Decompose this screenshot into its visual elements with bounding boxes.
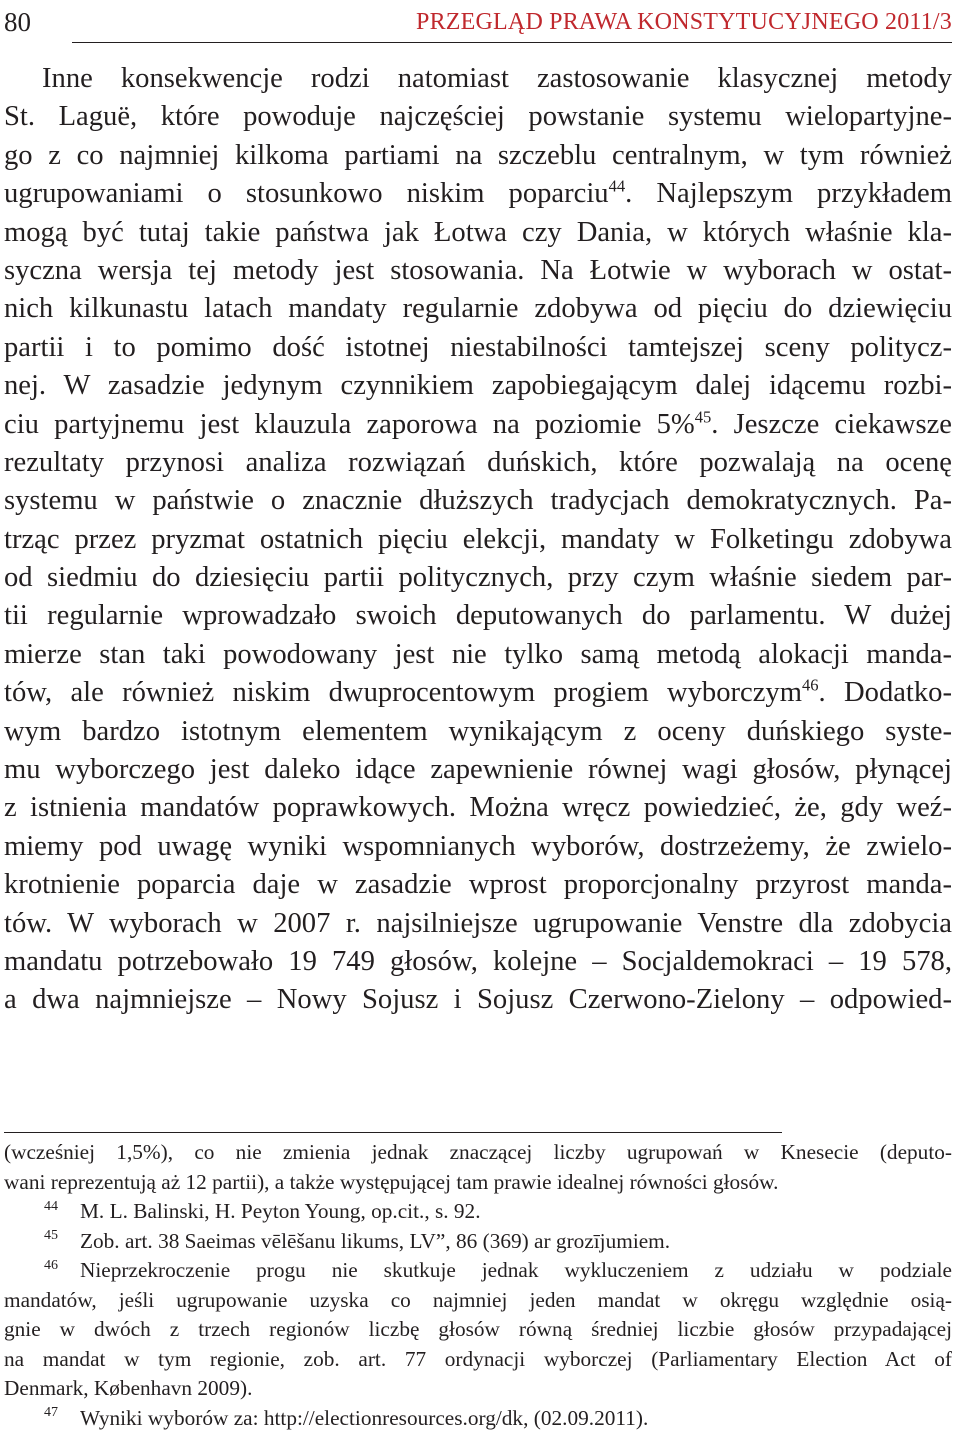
text-line: a dwa najmniejsze – Nowy Sojusz i Sojusz Czerwono-Zielony – odpowied- [4,984,952,1016]
text-line: ciu partyjnemu jest klauzula zaporowa na poziomie 5%$^{45}$. Jeszcze ciekawsze [4,407,952,440]
text-line: mandatu potrzebowało 19 749 głosów, kolejne – Socjaldemokraci – 19 578, [4,945,952,977]
text-line: Inne konsekwencje rodzi natomiast zastosowanie klasycznej metody [42,63,952,94]
text-line: ugrupowaniami o stosunkowo niskim poparciu$^{44}$. Najlepszym przykładem [4,176,952,210]
main-text [4,60,952,1135]
footnotes [4,1138,952,1433]
text-line [4,1097,952,1135]
text-line: krotnienie poparcia daje w zasadzie wprost proporcjonalny przyrost manda- [4,869,952,901]
text-line [4,1058,952,1096]
text-line: tów. W wyborach w 2007 r. najsilniejsze ugrupowanie Venstre dla zdobycia [4,907,952,939]
text-line: tów, ale również niskim dwuprocentowym progiem wyborczym$^{46}$. Dodatko- [4,675,952,709]
footnote-46: 46 Nieprzekroczenie progu nie skutkuje jednak wykluczeniem z udziału w podziale [44,1257,952,1282]
text-line: trząc przez pryzmat ostatnich pięciu elekcji, mandaty w Folketingu zdobywa [4,523,952,555]
text-line: systemu w państwie o znacznie dłuższych tradycjach demokratycznych. Pa- [4,485,952,517]
text-line: wym bardzo istotnym elementem wynikającym z oceny duńskiego syste- [4,715,952,747]
footnote-line: wani reprezentują aż 12 partii), a także występującej tam prawie idealnej równości głosów. [4,1169,779,1194]
footnote-line: mandatów, jeśli ugrupowanie uzyska co najmniej jeden mandat w okręgu względnie osią- [4,1287,952,1312]
footnote-rule [4,1132,782,1133]
footnote-47: 47 Wyniki wyborów za: http://electionresources.org/dk, (02.09.2011). [44,1405,649,1430]
footnote-45: 45 Zob. art. 38 Saeimas vēlēšanu likums, LV”, 86 (369) ar grozījumiem. [44,1228,671,1253]
text-line: syczna wersja tej metody jest stosowania. Na Łotwie w wyborach w ostat- [4,254,952,286]
text-line: partii i to pomimo dość istotnej niestabilności tamtejszej sceny politycz- [4,331,952,363]
footnote-ref: 46 [801,675,819,695]
text-line: z istnienia mandatów poprawkowych. Można wręcz powiedzieć, że, gdy weź- [4,792,952,824]
text-line: mogą być tutaj takie państwa jak Łotwa czy Dania, w których właśnie kla- [4,216,952,248]
text-line: nej. W zasadzie jedynym czynnikiem zapobiegającym dalej idącemu rozbi- [4,370,952,402]
text-line: nich kilkunastu latach mandaty regularnie zdobywa od pięciu do dziewięciu [4,293,952,325]
footnote-line: Denmark, København 2009). [4,1376,253,1400]
text-line: mierze stan taki powodowany jest nie tylko samą metodą alokacji manda- [4,638,952,670]
text-line: go z co najmniej kilkoma partiami na szczeblu centralnym, w tym również [4,139,952,171]
footnote-ref: 45 [694,407,712,427]
text-line: miemy pod uwagę wyniki wspomnianych wyborów, dostrzeżemy, że zwielo- [4,830,952,862]
footnote-line: gnie w dwóch z trzech regionów liczbę głosów równą średniej liczbie głosów przypadającej [4,1317,952,1341]
footnote-line: (wcześniej 1,5%), co nie zmienia jednak znaczącej liczby ugrupowań w Knesecie (deputo- [4,1140,952,1164]
page-number: 80 [4,7,31,37]
footnote-line: na mandat w tym regionie, zob. art. 77 ordynacji wyborczej (Parliamentary Election Act of [4,1346,952,1371]
text-line: od siedmiu do dziesięciu partii politycznych, przy czym właśnie siedem par- [4,562,952,594]
header-rule [72,42,952,43]
footnote-ref: 44 [608,176,626,196]
text-line [4,1020,952,1058]
text-line: rezultaty przynosi analiza rozwiązań duńskich, które pozwalają na ocenę [4,446,952,478]
text-line: tii regularnie wprowadzało swoich deputowanych do parlamentu. W dużej [4,600,952,632]
footnote-44: 44 M. L. Balinski, H. Peyton Young, op.cit., s. 92. [44,1198,481,1223]
text-line: mu wyborczego jest daleko idące zapewnienie równej wagi głosów, płynącej [4,754,952,786]
text-line: St. Laguë, które powoduje najczęściej powstanie systemu wielopartyjne- [4,101,952,133]
running-head: PRZEGLĄD PRAWA KONSTYTUCYJNEGO 2011/3 [416,9,952,35]
